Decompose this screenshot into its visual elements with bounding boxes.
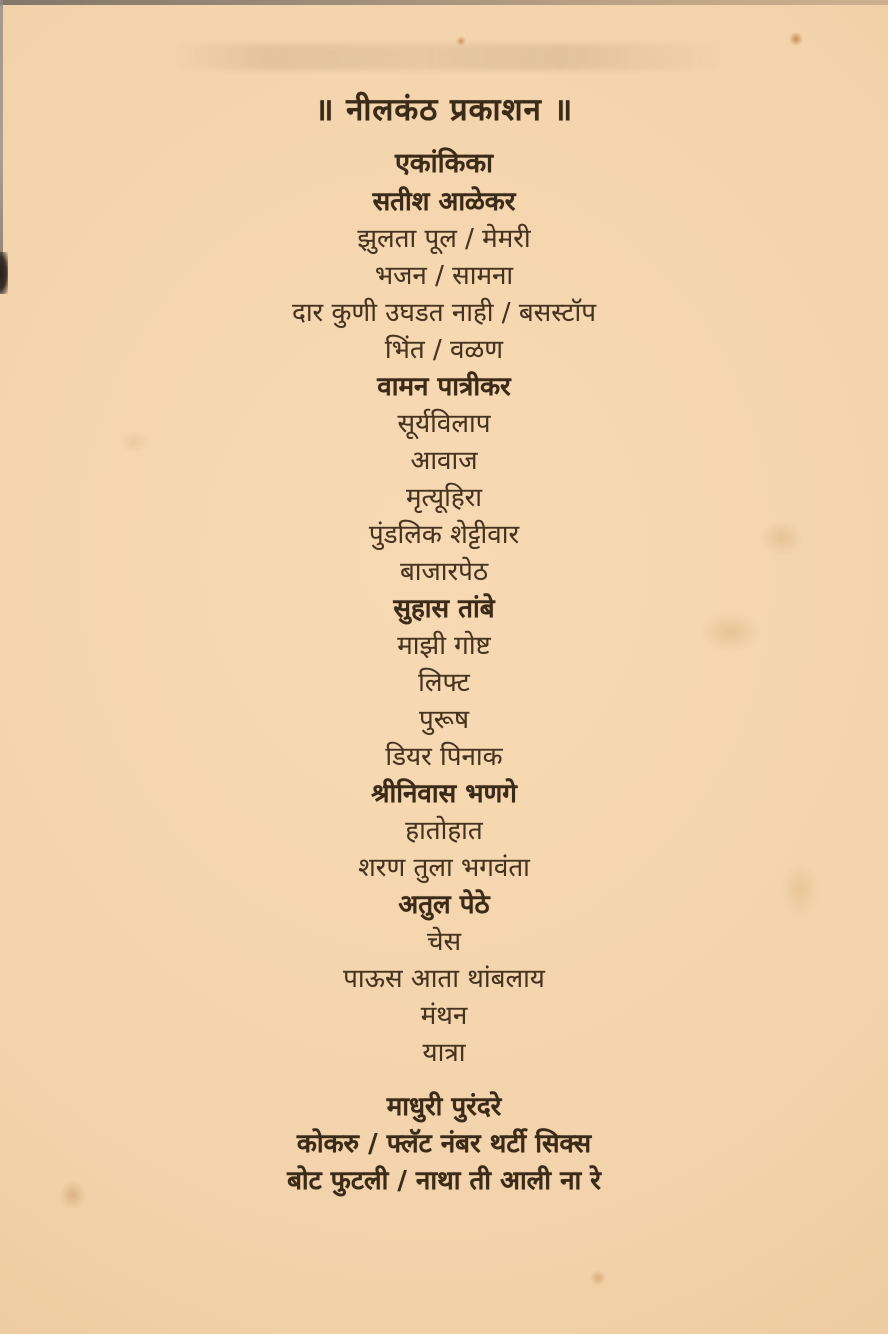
work-title: पाऊस आता थांबलाय xyxy=(343,964,545,994)
show-through-text-smudge xyxy=(170,44,730,70)
work-title: हातोहात xyxy=(405,816,483,846)
author-section xyxy=(0,517,888,591)
work-title: मंथन xyxy=(420,1001,468,1031)
author-name: श्रीनिवास भणगे xyxy=(371,779,517,809)
scan-edge-top xyxy=(0,0,888,5)
work-title: आवाज xyxy=(410,446,478,476)
author-section xyxy=(0,591,888,776)
work-title: बोट फुटली / नाथा ती आली ना रे xyxy=(287,1166,601,1196)
paper-stain xyxy=(590,1270,606,1286)
author-name: पुंडलिक शेट्टीवार xyxy=(368,520,520,550)
work-title: कोकरु / फ्लॅट नंबर थर्टी सिक्स xyxy=(296,1129,592,1159)
paper-stain xyxy=(789,32,803,46)
work-title: शरण तुला भगवंता xyxy=(358,853,530,883)
work-title: भजन / सामना xyxy=(374,261,514,291)
publisher-title: ॥ नीलकंठ प्रकाशन ॥ xyxy=(314,92,574,128)
author-name: अतुल पेठे xyxy=(398,890,490,920)
author-section xyxy=(0,184,888,369)
work-title: भिंत / वळण xyxy=(384,335,504,365)
paper-stain xyxy=(456,36,466,46)
work-title: यात्रा xyxy=(422,1038,466,1068)
author-name: सुहास तांबे xyxy=(393,594,495,624)
work-title: सूर्यविलाप xyxy=(397,409,491,439)
work-title: डियर पिनाक xyxy=(385,742,503,772)
work-title: दार कुणी उघडत नाही / बसस्टॉप xyxy=(292,298,596,328)
work-title: माझी गोष्ट xyxy=(397,631,491,661)
work-title: पुरूष xyxy=(419,705,469,735)
work-title: बाजारपेठ xyxy=(399,557,489,587)
author-section xyxy=(0,776,888,887)
work-title: लिफ्ट xyxy=(418,668,470,698)
category-heading: एकांकिका xyxy=(394,148,494,179)
work-title: चेस xyxy=(426,927,462,957)
author-section xyxy=(0,1089,888,1200)
page-content xyxy=(0,88,888,1200)
author-name: वामन पात्रीकर xyxy=(377,372,511,402)
author-name: माधुरी पुरंदरे xyxy=(386,1092,502,1122)
work-title: मृत्यूहिरा xyxy=(405,483,483,513)
author-name: सतीश आळेकर xyxy=(372,187,516,217)
author-section xyxy=(0,369,888,517)
work-title: झुलता पूल / मेमरी xyxy=(357,224,531,254)
author-section xyxy=(0,887,888,1072)
author-sections xyxy=(0,184,888,1200)
